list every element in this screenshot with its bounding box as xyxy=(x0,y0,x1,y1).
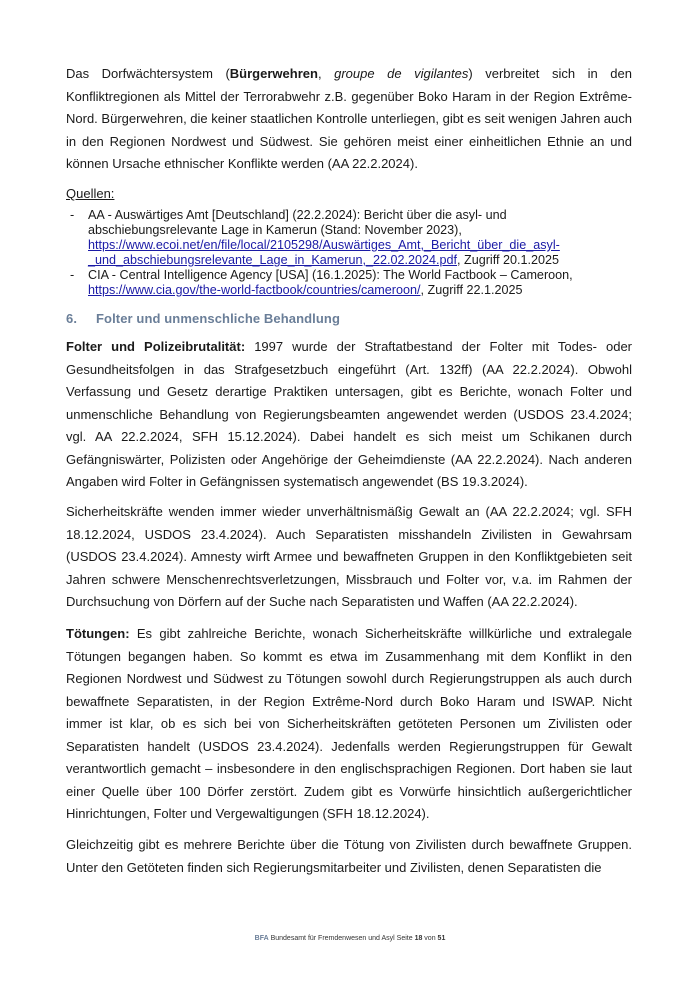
footer-logo: BFA xyxy=(254,935,269,942)
source-link-cia[interactable]: https://www.cia.gov/the-world-factbook/countries/cameroon/ xyxy=(88,283,421,297)
section-number: 6. xyxy=(66,311,78,326)
sources-heading: Quellen: xyxy=(66,186,115,201)
paragraph-torture: Folter und Polizeibrutalität: 1997 wurde der Straftatbestand der Folter mit Todes- oder Gesundheitsfolgen in das Strafgesetzbuch eingeführt (Art. 132ff) (AA 22.2.2024). Obwohl Verfassung und Gesetz derartige Praktiken untersagen, gibt es Berichte, wonach Folter und unmenschliche Behandlung von Regierungsbeamten angewendet werden (USDOS 23.4.2024; vgl. AA 22.2.2024, SFH 15.12.2024). Dabei handelt es sich meist um Schikanen durch Gefängniswärter, Polizisten oder Angehörige der Geheimdienste (AA 22.2.2024). Nach anderen Angaben wird Folter in Gefängnissen systematisch angewendet (BS 19.3.2024). xyxy=(66,339,632,489)
source-item: - AA - Auswärtiges Amt [Deutschland] (22.2.2024): Bericht über die asyl- und abschiebungsrelevante Lage in Kamerun (Stand: November 2023), https://www.ecoi.net/en/file/local/2105298/Auswärtiges_Amt,_Bericht_über_die_asyl-_und_abschiebungsrelevante_Lage_in_Kamerun,_22.02.2024.pdf, Zugriff 20.1.2025 xyxy=(70,208,560,267)
section-heading xyxy=(66,311,340,326)
page-footer: BFA Bundesamt für Fremdenwesen und Asyl Seite 18 von 51 xyxy=(254,935,446,942)
page-total: 51 xyxy=(437,935,446,942)
lead-term-killings: Tötungen: xyxy=(66,626,130,641)
term-groupe-de-vigilantes: groupe de vigilantes xyxy=(334,66,469,81)
paragraph-vigilantes: Das Dorfwächtersystem (Bürgerwehren, groupe de vigilantes) verbreitet sich in den Konfliktregionen als Mittel der Terrorabwehr z.B. gegenüber Boko Haram in der Region Extrême-Nord. Bürgerwehren, die keiner staatlichen Kontrolle unterliegen, gibt es seit wenigen Jahren auch in den Regionen Nordwest und Südwest. Sie gehören meist einer einheitlichen Ethnie an und können Ursache ethnischer Konflikte werden (AA 22.2.2024). xyxy=(66,66,632,171)
lead-term-torture: Folter und Polizeibrutalität: xyxy=(66,339,246,354)
page-number: 18 xyxy=(414,935,423,942)
paragraph-killings: Tötungen: Es gibt zahlreiche Berichte, wonach Sicherheitskräfte willkürliche und extralegale Tötungen begangen haben. So kommt es etwa im Zusammenhang mit dem Konflikt in den Regionen Nordwest und Südwest zu Tötungen sowohl durch Regierungstruppen als auch durch bewaffnete Separatisten, in der Region Extrême-Nord durch Boko Haram und ISWAP. Nicht immer ist klar, ob es sich bei von Sicherheitskräften getöteten Personen um Zivilisten oder Separatisten handelt (USDOS 23.4.2024). Jedenfalls werden Regierungstruppen für Gewalt verantwortlich gemacht – insbesondere in den englischsprachigen Regionen. Dort haben sie laut einer Quelle über 100 Dörfer zerstört. Zudem gibt es Vorwürfe hinsichtlich außergerichtlicher Hinrichtungen, Folter und Vergewaltigungen (SFH 18.12.2024). xyxy=(66,626,632,821)
paragraph-armed-groups: Gleichzeitig gibt es mehrere Berichte über die Tötung von Zivilisten durch bewaffnete Gruppen. Unter den Getöteten finden sich Regierungsmitarbeiter und Zivilisten, denen Separatisten die xyxy=(66,837,632,875)
sources-list xyxy=(66,208,632,298)
section-title: Folter und unmenschliche Behandlung xyxy=(96,311,341,326)
source-link-aa[interactable]: https://www.ecoi.net/en/file/local/2105298/Auswärtiges_Amt,_Bericht_über_die_asyl-_und_abschiebungsrelevante_Lage_in_Kamerun,_22.02.2024.pdf xyxy=(88,238,560,267)
source-item: - CIA - Central Intelligence Agency [USA] (16.1.2025): The World Factbook – Cameroon, https://www.cia.gov/the-world-factbook/countries/cameroon/, Zugriff 22.1.2025 xyxy=(70,268,573,297)
paragraph-security-forces: Sicherheitskräfte wenden immer wieder unverhältnismäßig Gewalt an (AA 22.2.2024; vgl. SFH 18.12.2024, USDOS 23.4.2024). Auch Separatisten misshandeln Zivilisten in Gewahrsam (USDOS 23.4.2024). Amnesty wirft Armee und bewaffneten Gruppen in den Konfliktgebieten seit Jahren schwere Menschenrechtsverletzungen, Missbrauch und Folter vor, v.a. im Rahmen der Durchsuchung von Dörfern auf der Suche nach Separatisten und Waffen (AA 22.2.2024). xyxy=(66,504,632,609)
term-buergerwehren: Bürgerwehren xyxy=(229,66,318,81)
